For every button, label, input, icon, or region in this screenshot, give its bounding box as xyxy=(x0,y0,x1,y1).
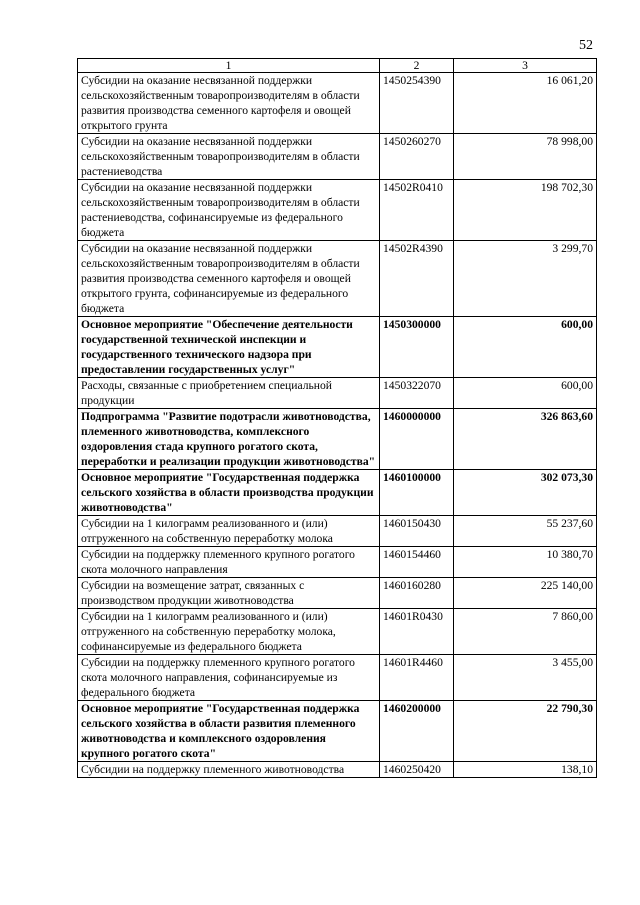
row-amount-cell: 22 790,30 xyxy=(454,701,597,762)
row-amount-cell: 302 073,30 xyxy=(454,470,597,516)
row-code-cell: 1450254390 xyxy=(380,73,454,134)
column-number-1: 1 xyxy=(78,59,380,73)
row-amount-cell: 600,00 xyxy=(454,317,597,378)
table-row xyxy=(78,762,597,778)
row-code-cell: 14502R0410 xyxy=(380,180,454,241)
row-amount-cell: 55 237,60 xyxy=(454,516,597,547)
row-code-cell: 1460000000 xyxy=(380,409,454,470)
row-amount-cell: 3 299,70 xyxy=(454,241,597,317)
row-amount-cell: 138,10 xyxy=(454,762,597,778)
row-code-cell: 1460100000 xyxy=(380,470,454,516)
row-amount-cell: 198 702,30 xyxy=(454,180,597,241)
row-name-cell: Субсидии на оказание несвязанной поддержки сельскохозяйственным товаропроизводителям в области развития производства семенного картофеля и овощей открытого грунта, софинансируемые из федерального бюджета xyxy=(78,241,380,317)
row-name-cell: Субсидии на поддержку племенного животноводства xyxy=(78,762,380,778)
row-name-cell: Основное мероприятие "Государственная поддержка сельского хозяйства в области развития племенного животноводства и комплексного оздоровления крупного рогатого скота" xyxy=(78,701,380,762)
row-code-cell: 1460150430 xyxy=(380,516,454,547)
budget-table xyxy=(77,58,597,778)
table-row xyxy=(78,655,597,701)
row-amount-cell: 78 998,00 xyxy=(454,134,597,180)
column-number-header-row xyxy=(78,59,597,73)
column-number-2: 2 xyxy=(380,59,454,73)
row-name-cell: Расходы, связанные с приобретением специальной продукции xyxy=(78,378,380,409)
table-row xyxy=(78,409,597,470)
row-amount-cell: 3 455,00 xyxy=(454,655,597,701)
row-code-cell: 1460154460 xyxy=(380,547,454,578)
row-name-cell: Субсидии на поддержку племенного крупного рогатого скота молочного направления xyxy=(78,547,380,578)
table-row xyxy=(78,516,597,547)
row-name-cell: Субсидии на 1 килограмм реализованного и (или) отгруженного на собственную переработку молока, софинансируемые из федерального бюджета xyxy=(78,609,380,655)
table-row xyxy=(78,134,597,180)
row-name-cell: Основное мероприятие "Обеспечение деятельности государственной технической инспекции и государственного технического надзора при предоставлении государственных услуг" xyxy=(78,317,380,378)
row-code-cell: 1450260270 xyxy=(380,134,454,180)
table-row xyxy=(78,378,597,409)
budget-table-body xyxy=(78,59,597,778)
row-amount-cell: 225 140,00 xyxy=(454,578,597,609)
page-number: 52 xyxy=(579,38,593,53)
column-number-3: 3 xyxy=(454,59,597,73)
row-code-cell: 1460160280 xyxy=(380,578,454,609)
row-name-cell: Субсидии на оказание несвязанной поддержки сельскохозяйственным товаропроизводителям в области растениеводства xyxy=(78,134,380,180)
row-name-cell: Субсидии на оказание несвязанной поддержки сельскохозяйственным товаропроизводителям в области растениеводства, софинансируемые из федерального бюджета xyxy=(78,180,380,241)
table-row xyxy=(78,470,597,516)
row-name-cell: Субсидии на оказание несвязанной поддержки сельскохозяйственным товаропроизводителям в области развития производства семенного картофеля и овощей открытого грунта xyxy=(78,73,380,134)
row-code-cell: 14601R0430 xyxy=(380,609,454,655)
row-amount-cell: 10 380,70 xyxy=(454,547,597,578)
table-row xyxy=(78,241,597,317)
row-code-cell: 14601R4460 xyxy=(380,655,454,701)
row-name-cell: Субсидии на возмещение затрат, связанных с производством продукции животноводства xyxy=(78,578,380,609)
row-code-cell: 1450322070 xyxy=(380,378,454,409)
table-row xyxy=(78,609,597,655)
row-code-cell: 14502R4390 xyxy=(380,241,454,317)
table-row xyxy=(78,73,597,134)
table-row xyxy=(78,317,597,378)
table-row xyxy=(78,701,597,762)
row-code-cell: 1460250420 xyxy=(380,762,454,778)
row-name-cell: Субсидии на поддержку племенного крупного рогатого скота молочного направления, софинансируемые из федерального бюджета xyxy=(78,655,380,701)
row-amount-cell: 600,00 xyxy=(454,378,597,409)
row-code-cell: 1460200000 xyxy=(380,701,454,762)
row-name-cell: Подпрограмма "Развитие подотрасли животноводства, племенного животноводства, комплексного оздоровления стада крупного рогатого скота, переработки и реализации продукции животноводства" xyxy=(78,409,380,470)
table-row xyxy=(78,578,597,609)
row-amount-cell: 326 863,60 xyxy=(454,409,597,470)
table-row xyxy=(78,180,597,241)
row-name-cell: Основное мероприятие "Государственная поддержка сельского хозяйства в области производства продукции животноводства" xyxy=(78,470,380,516)
row-name-cell: Субсидии на 1 килограмм реализованного и (или) отгруженного на собственную переработку молока xyxy=(78,516,380,547)
table-row xyxy=(78,547,597,578)
row-code-cell: 1450300000 xyxy=(380,317,454,378)
row-amount-cell: 7 860,00 xyxy=(454,609,597,655)
row-amount-cell: 16 061,20 xyxy=(454,73,597,134)
